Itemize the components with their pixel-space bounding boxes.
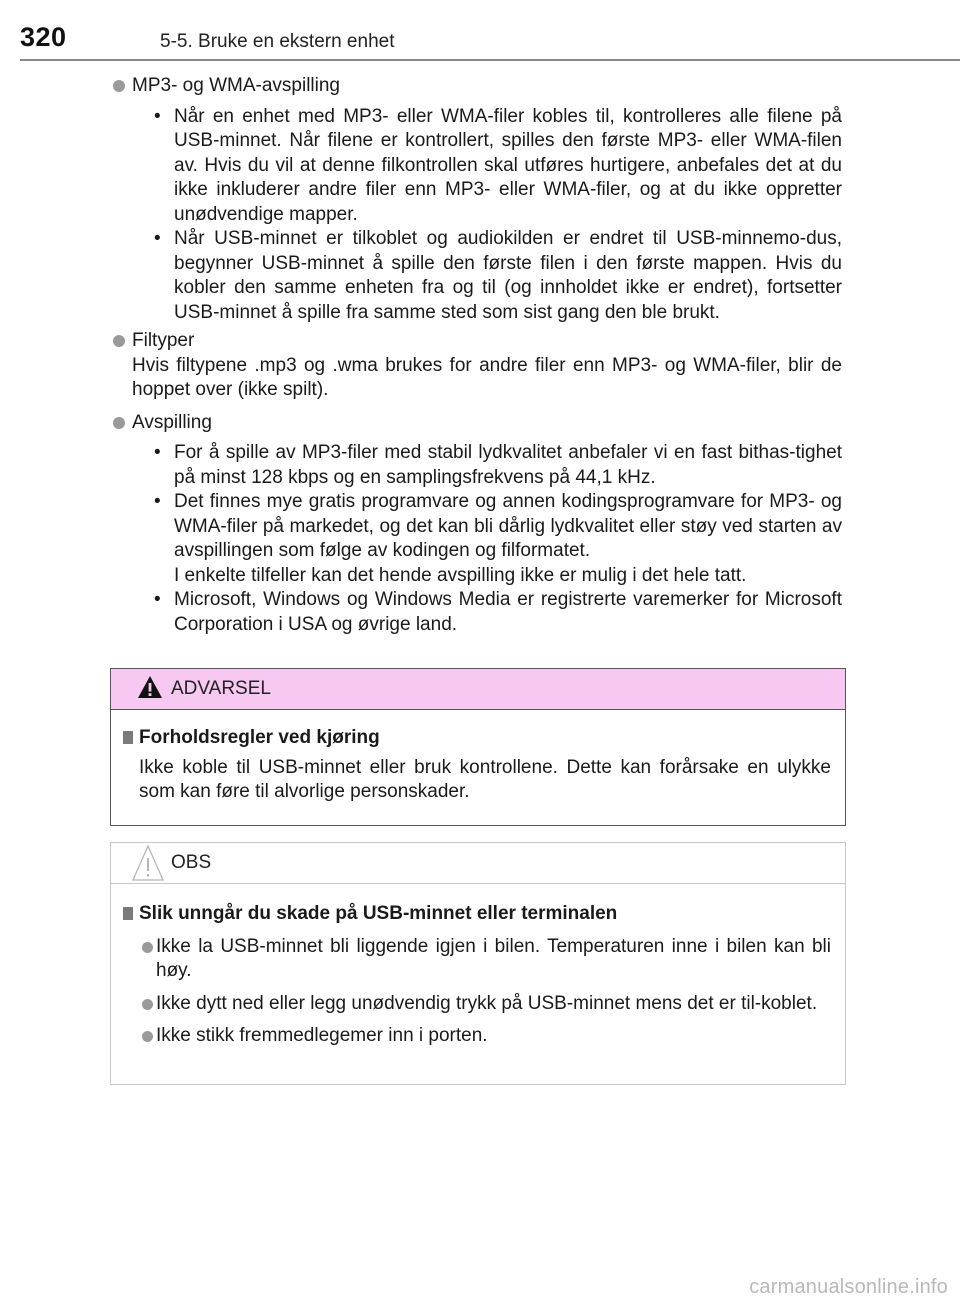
header-divider [20, 59, 960, 61]
list-item: • For å spille av MP3-filer med stabil lydkvalitet anbefaler vi en fast bithas-tighet på minst 128 kbps og en samplingsfrekvens på 44,1 kHz. [152, 441, 842, 490]
list-item: • Når en enhet med MP3- eller WMA-filer kobles til, kontrolleres alle filene på USB-minnet. Når filene er kontrollert, spilles den første MP3- eller WMA-filen av. Hvis du vil at denne filkontrollen skal utføres hurtigere, anbefales det at du ikke inkluderer andre filer enn MP3- eller WMA-filer, og at du ikke oppretter unødvendige mapper. [152, 105, 842, 228]
notice-item-text: Ikke la USB-minnet bli liggende igjen i bilen. Temperaturen inne i bilen kan bli høy. [156, 935, 831, 981]
bullet-dot-icon [113, 335, 125, 347]
bullet-list [132, 105, 842, 326]
warning-label: ADVARSEL [171, 678, 271, 699]
page-number: 320 [20, 22, 67, 52]
bullet-dot-icon [113, 417, 125, 429]
list-item [121, 992, 831, 1017]
watermark: carmanualsonline.info [749, 1276, 948, 1298]
notice-title-text: Slik unngår du skade på USB-minnet eller terminalen [139, 903, 618, 924]
bullet-dot-icon [113, 80, 125, 92]
warning-triangle-icon [137, 675, 163, 699]
caution-triangle-icon [131, 844, 165, 882]
section-title: Filtyper [132, 330, 195, 351]
notice-header [111, 843, 845, 884]
bullet-dot-icon [142, 1031, 153, 1042]
square-bullet-icon [123, 731, 133, 744]
bullet-dot-icon [142, 942, 153, 953]
list-item [121, 1024, 831, 1049]
notice-label: OBS [171, 852, 212, 873]
section-title: Avspilling [132, 411, 212, 433]
chapter-title: 5-5. Bruke en ekstern enhet [160, 31, 395, 52]
notice-item-text: Ikke stikk fremmedlegemer inn i porten. [156, 1025, 488, 1046]
list-item: • Når USB-minnet er tilkoblet og audiokilden er endret til USB-minnemo-dus, begynner USB-minnet å spille den første filen i den første mappen. Hvis du kobler den samme enheten fra og til (og innholdet ikke er endret), fortsetter USB-minnet å spille fra samme sted som sist gang den ble brukt. [152, 227, 842, 325]
section-mp3-wma [112, 74, 842, 325]
main-content [112, 74, 842, 641]
list-item: • Det finnes mye gratis programvare og annen kodingsprogramvare for MP3- og WMA-filer på markedet, og det kan bli dårlig lydkvalitet eller støy ved starten av avspillingen som følge av kodingen og filformatet. [152, 490, 842, 564]
warning-header [111, 669, 845, 710]
section-filetypes [112, 329, 842, 403]
warning-title [121, 726, 831, 751]
bullet-dot-icon [142, 999, 153, 1010]
notice-body [111, 884, 845, 1049]
notice-item-text: Ikke dytt ned eller legg unødvendig trykk på USB-minnet mens det er til-koblet. [156, 992, 818, 1014]
warning-body [111, 710, 845, 805]
warning-title-text: Forholdsregler ved kjøring [139, 727, 380, 748]
list-item [121, 935, 831, 984]
warning-text: Ikke koble til USB-minnet eller bruk kontrollene. Dette kan forårsake en ulykke som kan føre til alvorlige personskader. [139, 756, 831, 802]
notice-box [110, 842, 846, 1085]
list-item: • Microsoft, Windows og Windows Media er registrerte varemerker for Microsoft Corporation i USA og øvrige land. [152, 588, 842, 637]
square-bullet-icon [123, 907, 133, 920]
warning-box [110, 668, 846, 826]
section-title: MP3- og WMA-avspilling [132, 75, 340, 96]
section-playback [112, 411, 842, 638]
page-header [0, 0, 960, 60]
list-item: I enkelte tilfeller kan det hende avspilling ikke er mulig i det hele tatt. [174, 564, 747, 586]
bullet-list [132, 441, 842, 637]
notice-title [121, 902, 831, 927]
section-body: Hvis filtypene .mp3 og .wma brukes for andre filer enn MP3- og WMA-filer, blir de hoppet over (ikke spilt). [132, 354, 842, 400]
